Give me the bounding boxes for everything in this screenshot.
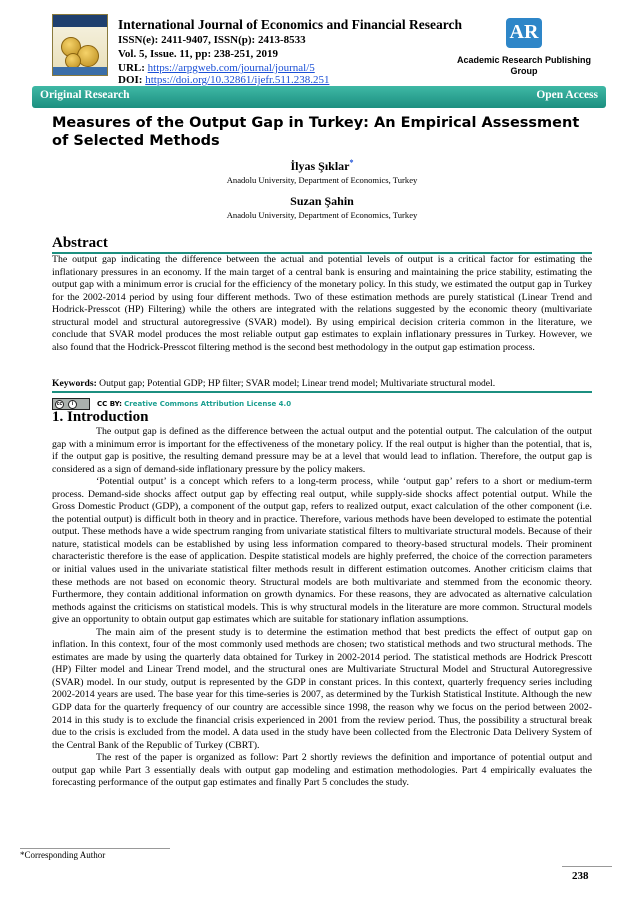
journal-issn: ISSN(e): 2411-9407, ISSN(p): 2413-8533	[118, 34, 306, 46]
license-name[interactable]: Creative Commons Attribution License 4.0	[124, 400, 292, 409]
keywords-text: Output gap; Potential GDP; HP filter; SVAR model; Linear trend model; Multivariate structural model.	[99, 378, 496, 389]
paragraph: ‘Potential output’ is a concept which refers to a long-term process, while ‘output gap’ refers to a short or medium-term process. Demand-side shocks affect output gap by effecting real output, while supply-side shocks affect potential output. While the Gross Domestic Product (GDP), a component of the output gap, refers to realized output, exact calculation of the other component (i.e. the potential output) is difficult both in theory and in practice. Therefore, various methods have been developed to estimate the potential output. These methods have a wide spectrum ranging from univariate statistical filters to multivariate structural models. Because of their nature, statistical models can be established by using less information compared to theory-based structural models. Their prominent characteristic therefore is the ease of application. Despite statistical models are highly preferred, the choice of the correction parameters or initial values used in the univariate statistical filter methods result in different estimation outcomes. Another criticism claims that these methods are not based on economic theory. Structural models are both multivariate and stemmed from the economic theory. Furthermore, they contain additional information on growth dynamics. For these reasons, they are advocated as alternative calculation methods against the criticisms on statistical models. This is why structural models in the literature are more common. Structural models give an opportunity to obtain output gap estimates which are suitable for stationary inflation assumptions.	[52, 476, 592, 626]
article-title: Measures of the Output Gap in Turkey: An Empirical Assessment of Selected Methods	[52, 115, 580, 149]
journal-cover-image	[52, 14, 108, 76]
footnote: *Corresponding Author	[20, 850, 106, 860]
license-line	[52, 395, 291, 407]
journal-title: International Journal of Economics and Financial Research	[118, 17, 463, 32]
article-type-label: Original Research	[40, 89, 130, 101]
author-affiliation: Anadolu University, Department of Economics, Turkey	[226, 175, 418, 185]
publisher-name-line2: Group	[510, 66, 538, 76]
author-affiliation: Anadolu University, Department of Economics, Turkey	[226, 210, 418, 220]
paragraph: The main aim of the present study is to determine the estimation method that best predicts the effect of output gap on inflation. In this context, four of the most commonly used methods are chosen; two statistical methods and two structural methods. The estimates are made by using the quarterly data obtained for Turkey in 2002-2014 period. The statistical methods are Hodrick Prescott (HP) Filter model and Linear Trend model, and the structural ones are Multivariate Structural Model and Structural Autoregressive (SVAR) model. In our study, output is represented by the GDP in constant prices. In this context, quarterly frequency series including 2002-2014 years are used. The base year for this time-series is 2007, as determined by the Turkish Statistical Institute. Although the new GDP data for the quarterly frequency of our country are accessible since 1998, the reason why we focus on the period between 2002-2014 in this study is to exclude the financial crisis experienced in 2001 from the review period. Thus, the possibility a structural break due to the crisis is excluded from the model. A data used in the study have been collected from the Electronic Data Delivery System of the Central Bank of the Republic of Turkey (CBRT).	[52, 626, 592, 751]
paragraph: The output gap is defined as the difference between the actual output and the potential output. The calculation of the output gap with a minimum error is important for the effectiveness of the monetary policy. If the real output is higher than the potential, that is, if the output gap is positive, the resulting demand pressure may be at a level that would lead to inflation. Therefore, the output gap is considered as a sign of demand-side inflationary pressure by the policy makers.	[52, 426, 592, 475]
license-label: CC BY:	[97, 400, 122, 409]
corresponding-mark[interactable]: *	[349, 158, 354, 167]
cover-footer	[53, 67, 107, 75]
article-type-banner	[32, 86, 606, 108]
introduction-body	[52, 426, 592, 790]
journal-url-link[interactable]: https://arpgweb.com/journal/journal/5	[147, 62, 315, 74]
publisher-name-line1: Academic Research Publishing	[456, 55, 592, 65]
author-name: Suzan Şahin	[290, 194, 354, 208]
cc-icon: cc	[56, 401, 63, 408]
publisher-name	[456, 55, 592, 77]
paragraph: The rest of the paper is organized as follow: Part 2 shortly reviews the definition and importance of potential output and output gap while Part 3 essentially deals with output gap modeling and estimation methodologies. Part 4 empirically evaluates the forecasting performance of the output gap estimates and finally Part 5 concludes the study.	[52, 752, 592, 789]
url-label: URL:	[118, 62, 145, 74]
footnote-rule	[20, 848, 170, 849]
publisher-logo-icon	[506, 18, 542, 48]
doi-link[interactable]: https://doi.org/10.32861/ijefr.511.238.251	[145, 74, 330, 86]
keywords	[52, 378, 592, 389]
cover-band	[53, 15, 107, 27]
journal-volume: Vol. 5, Issue. 11, pp: 238-251, 2019	[118, 48, 279, 60]
by-person-icon: i	[68, 400, 77, 409]
doi-label: DOI:	[118, 74, 143, 86]
author-name	[52, 158, 592, 174]
introduction-heading: 1. Introduction	[52, 409, 149, 425]
abstract-bottom-rule	[52, 391, 592, 393]
page-number: 238	[572, 870, 589, 882]
abstract-text: The output gap indicating the difference between the actual and potential levels of output is a critical factor for estimating the inflationary pressures in an economy. If the main target of a central bank is ensuring and maintaining the price stability, estimating the output gap with a minimum error is crucial for the efficiency of the monetary policy. In this study, we estimated the output gap in Turkey for the 2002-2014 period by using four different methods. Two of these estimation methods are purely statistical (Linear Trend and Hodrick-Presscot (HP) Filtering) while the others are integrated with the relations suggested by the economic theory (multivariate structural model and structural autoregressive (SVAR) model). By using empirical decision criteria common in the literature, we conclude that SVAR model produces the most reliable output gap estimates to explain inflationary pressures in Turkey. However, we also found that the Hodrick-Presscot filtering method is the second best methodology in the output gap estimation process.	[52, 254, 592, 353]
abstract-heading: Abstract	[52, 235, 108, 251]
keywords-label: Keywords:	[52, 378, 97, 389]
license-text	[97, 400, 291, 408]
publisher-block	[456, 18, 592, 77]
publisher-logo-text: AR	[509, 21, 539, 43]
page-number-rule	[562, 866, 612, 867]
open-access-label: Open Access	[536, 89, 598, 101]
author-name-text: İlyas Şıklar	[290, 159, 350, 173]
